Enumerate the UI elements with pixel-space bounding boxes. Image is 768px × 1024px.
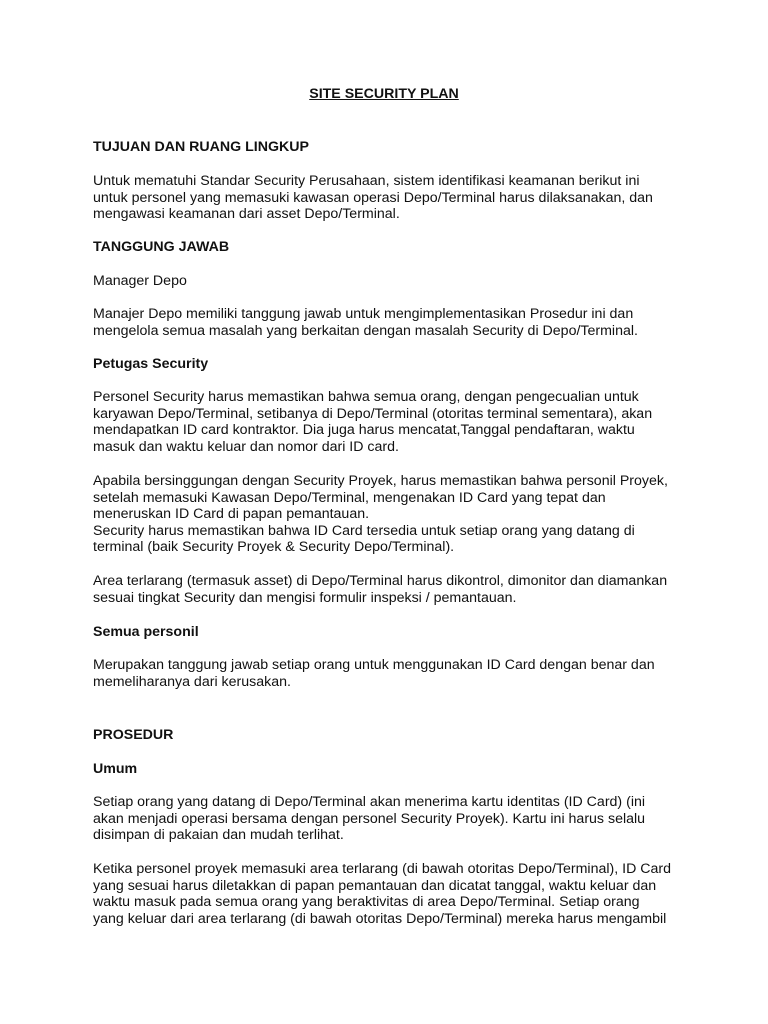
text-line: Area terlarang (termasuk asset) di Depo/Terminal harus dikontrol, dimonitor dan diamankan — [93, 573, 668, 589]
text-line: karyawan Depo/Terminal, setibanya di Depo/Terminal (otoritas terminal sementara), akan — [93, 405, 653, 422]
text-line: mengelola semua masalah yang berkaitan dengan masalah Security di Depo/Terminal. — [93, 322, 638, 339]
text-line: setelah memasuki Kawasan Depo/Terminal, mengenakan ID Card yang tepat dan — [93, 489, 606, 506]
heading-prosedur: PROSEDUR — [93, 727, 174, 743]
text-line: Apabila bersinggungan dengan Security Proyek, harus memastikan bahwa personil Proyek, — [93, 473, 668, 489]
text-line: akan menjadi operasi bersama dengan personel Security Proyek). Kartu ini harus selalu — [93, 810, 646, 827]
text-line: sesuai tingkat Security dan mengisi formulir inspeksi / pemantauan. — [93, 589, 517, 606]
text-line: mengawasi keamanan dari asset Depo/Terminal. — [93, 206, 400, 223]
text-line: mendapatkan ID card kontraktor. Dia juga harus mencatat,Tanggal pendaftaran, waktu — [93, 422, 635, 439]
text-line: meneruskan ID Card di papan pemantauan. — [93, 506, 370, 523]
text-line: disimpan di pakaian dan mudah terlihat. — [93, 827, 344, 844]
heading-semua-personil: Semua personil — [93, 624, 199, 640]
paragraph-tujuan — [93, 173, 693, 223]
text-line: Manajer Depo memiliki tanggung jawab untuk mengimplementasikan Prosedur ini dan — [93, 306, 634, 322]
text-line: memeliharanya dari kerusakan. — [93, 673, 291, 690]
paragraph-semua-personil — [93, 657, 693, 690]
paragraph-manager-depo — [93, 273, 693, 290]
paragraph-area-terlarang — [93, 573, 693, 606]
paragraph-personel-security — [93, 389, 693, 455]
text-line: Untuk mematuhi Standar Security Perusahaan, sistem identifikasi keamanan berikut ini — [93, 173, 640, 189]
text-line: Setiap orang yang datang di Depo/Terminal akan menerima kartu identitas (ID Card) (ini — [93, 794, 646, 810]
text-line: Personel Security harus memastikan bahwa semua orang, dengan pengecualian untuk — [93, 389, 639, 405]
text-line: untuk personel yang memasuki kawasan operasi Depo/Terminal harus dilaksanakan, dan — [93, 189, 653, 206]
text-line: yang keluar dari area terlarang (di bawah otoritas Depo/Terminal) mereka harus mengambil — [93, 910, 667, 927]
text-line: waktu masuk pada semua orang yang beraktivitas di area Depo/Terminal. Setiap orang — [93, 894, 640, 911]
text-line: Merupakan tanggung jawab setiap orang untuk menggunakan ID Card dengan benar dan — [93, 657, 655, 673]
text-line: terminal (baik Security Proyek & Security Depo/Terminal). — [93, 539, 455, 556]
paragraph-security-proyek — [93, 473, 693, 556]
heading-tujuan: TUJUAN DAN RUANG LINGKUP — [93, 139, 309, 155]
text-line: Ketika personel proyek memasuki area terlarang (di bawah otoritas Depo/Terminal), ID Card — [93, 861, 672, 877]
heading-petugas-security: Petugas Security — [93, 356, 209, 372]
document-title: SITE SECURITY PLAN — [309, 86, 459, 102]
paragraph-umum-id-card — [93, 794, 693, 844]
text-line: yang sesuai harus diletakkan di papan pemantauan dan dicatat tanggal, waktu keluar dan — [93, 877, 657, 894]
text-line: masuk dan waktu keluar dan nomor dari ID card. — [93, 438, 399, 455]
heading-tanggung-jawab: TANGGUNG JAWAB — [93, 239, 230, 255]
heading-umum: Umum — [93, 761, 138, 777]
text-line: Security harus memastikan bahwa ID Card tersedia untuk setiap orang yang datang di — [93, 522, 635, 539]
text-line: Manager Depo — [93, 273, 187, 289]
paragraph-manajer-depo — [93, 306, 693, 339]
paragraph-area-terlarang-proyek — [93, 861, 693, 927]
